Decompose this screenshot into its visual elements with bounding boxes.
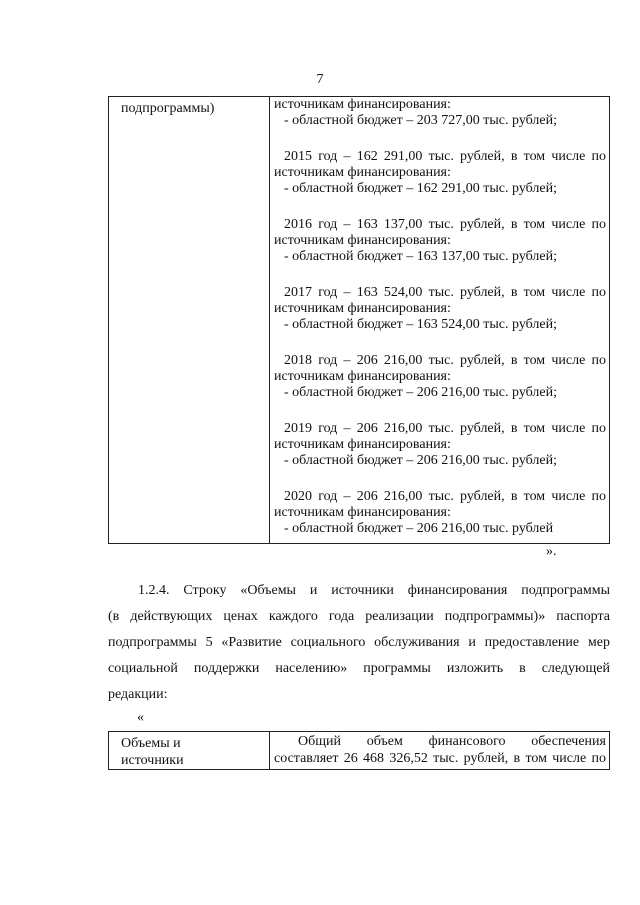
year-total-line: 2017 год – 163 524,00 тыс. рублей, в том числе по bbox=[284, 285, 606, 300]
table-right-cell bbox=[270, 97, 610, 544]
funding-sources-line: источникам финансирования: bbox=[274, 369, 451, 384]
funding-table-continued bbox=[108, 96, 610, 544]
regional-budget-line: - областной бюджет – 162 291,00 тыс. рублей; bbox=[284, 181, 557, 196]
year-total-line: 2018 год – 206 216,00 тыс. рублей, в том числе по bbox=[284, 353, 606, 368]
funding-sources-line: источникам финансирования: bbox=[274, 301, 451, 316]
regional-budget-line: - областной бюджет – 163 524,00 тыс. рублей; bbox=[284, 317, 557, 332]
right-cell-line: Общий объем финансового обеспечения bbox=[298, 734, 606, 749]
amendment-paragraph bbox=[108, 578, 610, 708]
funding-block-2020 bbox=[274, 489, 606, 537]
closing-quote: ». bbox=[546, 544, 557, 559]
funding-sources-line: источникам финансирования: bbox=[274, 437, 451, 452]
funding-block-2018 bbox=[274, 353, 606, 401]
right-cell-line: составляет 26 468 326,52 тыс. рублей, в том числе по bbox=[274, 751, 606, 766]
regional-budget-line: - областной бюджет – 206 216,00 тыс. рублей; bbox=[284, 453, 557, 468]
funding-block-2016 bbox=[274, 217, 606, 265]
year-total-line: 2016 год – 163 137,00 тыс. рублей, в том числе по bbox=[284, 217, 606, 232]
paragraph-line: (в действующих ценах каждого года реализации подпрограммы)» паспорта bbox=[108, 609, 610, 624]
table-left-cell: подпрограммы) bbox=[109, 97, 270, 544]
paragraph-line: подпрограммы 5 «Развитие социального обслуживания и предоставление мер bbox=[108, 635, 610, 650]
funding-block-2017 bbox=[274, 285, 606, 333]
regional-budget-line: - областной бюджет – 206 216,00 тыс. рублей; bbox=[284, 385, 557, 400]
funding-block-2014 bbox=[274, 97, 606, 129]
funding-table-new bbox=[108, 731, 610, 770]
page-number: 7 bbox=[316, 72, 324, 87]
paragraph-line: социальной поддержки населению» программы изложить в следующей bbox=[108, 661, 610, 676]
paragraph-line: редакции: bbox=[108, 687, 168, 702]
funding-block-2019 bbox=[274, 421, 606, 469]
paragraph-line: 1.2.4. Строку «Объемы и источники финансирования подпрограммы bbox=[138, 583, 610, 598]
left-cell-line: Объемы и bbox=[121, 736, 181, 751]
opening-quote: « bbox=[137, 710, 144, 725]
left-cell-line: источники bbox=[121, 753, 184, 768]
table-right-cell bbox=[270, 732, 610, 770]
funding-sources-line: источникам финансирования: bbox=[274, 505, 451, 520]
funding-sources-line: источникам финансирования: bbox=[274, 165, 451, 180]
table-left-cell bbox=[109, 732, 270, 770]
regional-budget-line: - областной бюджет – 163 137,00 тыс. рублей; bbox=[284, 249, 557, 264]
funding-block-2015 bbox=[274, 149, 606, 197]
regional-budget-line: - областной бюджет – 206 216,00 тыс. рублей bbox=[284, 521, 554, 536]
funding-sources-line: источникам финансирования: bbox=[274, 97, 451, 112]
year-total-line: 2020 год – 206 216,00 тыс. рублей, в том числе по bbox=[284, 489, 606, 504]
year-total-line: 2015 год – 162 291,00 тыс. рублей, в том числе по bbox=[284, 149, 606, 164]
year-total-line: 2019 год – 206 216,00 тыс. рублей, в том числе по bbox=[284, 421, 606, 436]
funding-sources-line: источникам финансирования: bbox=[274, 233, 451, 248]
regional-budget-line: - областной бюджет – 203 727,00 тыс. рублей; bbox=[284, 113, 557, 128]
